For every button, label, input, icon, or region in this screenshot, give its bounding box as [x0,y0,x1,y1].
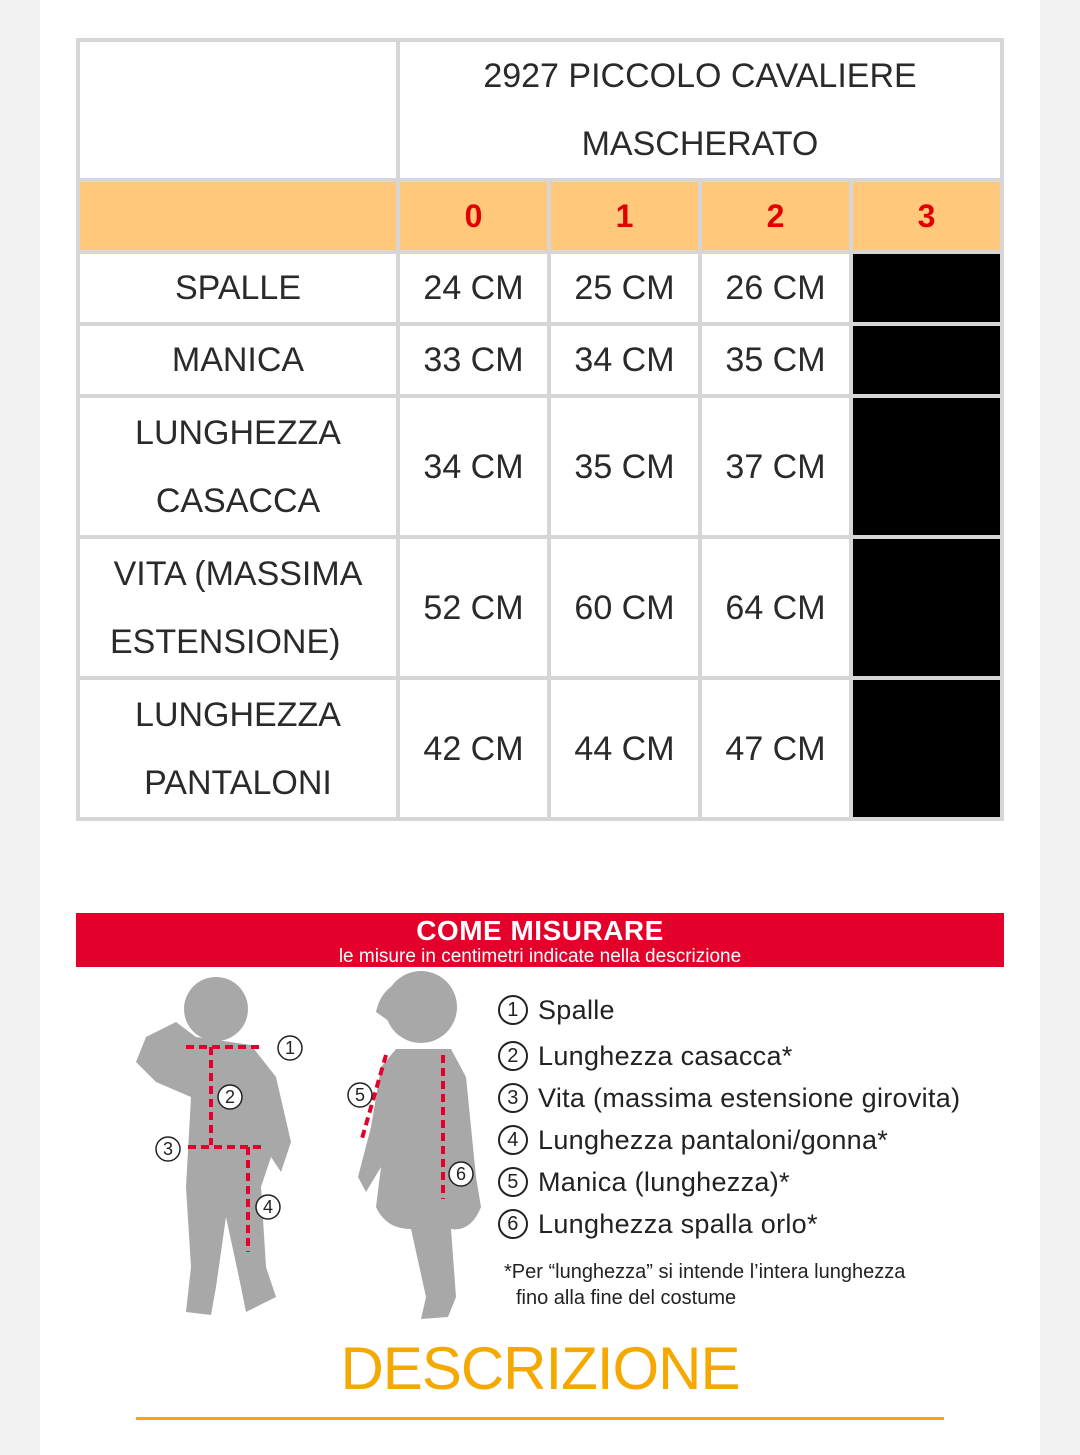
table-cell: 42 CM [398,678,549,819]
length-note [498,1259,1018,1311]
legend-number: 1 [498,995,528,1025]
table-cell: 33 CM [398,324,549,396]
legend-number: 5 [498,1167,528,1197]
legend-number: 6 [498,1209,528,1239]
table-corner-cell [78,40,398,180]
table-row [78,252,1002,324]
legend-text: Lunghezza spalla orlo* [538,1208,818,1239]
product-title-line2: MASCHERATO [581,125,819,163]
legend-text: Manica (lunghezza)* [538,1166,790,1197]
unavailable-cell [851,537,1002,678]
legend-number: 2 [498,1041,528,1071]
row-label: MANICA [78,324,398,396]
row-label [78,537,398,678]
table-cell: 52 CM [398,537,549,678]
table-cell: 60 CM [549,537,700,678]
row-label [78,678,398,819]
marker-1: 1 [284,1038,296,1058]
legend-text: Lunghezza casacca* [538,1040,793,1071]
girl-silhouette [358,971,481,1319]
legend-item [498,1119,1018,1161]
row-label [78,396,398,537]
size-header-2: 2 [700,180,851,252]
size-header-3: 3 [851,180,1002,252]
table-row [78,537,1002,678]
legend-number: 4 [498,1125,528,1155]
size-header-0: 0 [398,180,549,252]
unavailable-cell [851,678,1002,819]
table-cell: 47 CM [700,678,851,819]
legend-item [498,985,1018,1035]
length-note-line1: *Per “lunghezza” si intende l’intera lunghezza [504,1261,906,1283]
table-row [78,324,1002,396]
measure-subtitle: le misure in centimetri indicate nella descrizione [338,946,742,967]
measure-title: COME MISURARE [416,915,664,946]
product-title [398,40,1002,180]
legend-item [498,1035,1018,1077]
row-label-line1: LUNGHEZZA [135,695,341,734]
legend-text: Lunghezza pantaloni/gonna* [538,1124,889,1155]
table-cell: 37 CM [700,396,851,537]
legend-text: Spalle [538,994,615,1025]
table-cell: 26 CM [700,252,851,324]
row-label-line1: VITA (MASSIMA [113,554,363,593]
table-cell: 24 CM [398,252,549,324]
marker-5: 5 [354,1085,366,1105]
table-row [78,396,1002,537]
measure-figures [76,967,506,1327]
row-label-line1: LUNGHEZZA [135,413,341,452]
legend-item [498,1161,1018,1203]
table-cell: 25 CM [549,252,700,324]
table-cell: 64 CM [700,537,851,678]
product-title-line1: 2927 PICCOLO CAVALIERE [483,57,917,95]
marker-4: 4 [262,1197,274,1217]
table-title-row [78,40,1002,180]
table-cell: 34 CM [398,396,549,537]
marker-3: 3 [162,1139,174,1159]
measure-banner [76,913,1004,967]
row-label-line2: ESTENSIONE) [110,622,341,661]
unavailable-cell [851,252,1002,324]
measure-legend [498,985,1018,1311]
legend-item [498,1203,1018,1245]
size-table [76,38,1004,821]
unavailable-cell [851,324,1002,396]
description-divider [136,1417,944,1420]
table-cell: 34 CM [549,324,700,396]
page-content [40,0,1040,1455]
unavailable-cell [851,396,1002,537]
legend-text: Vita (massima estensione girovita) [538,1082,961,1113]
marker-2: 2 [224,1087,236,1107]
row-label-line2: CASACCA [155,481,321,520]
table-cell: 44 CM [549,678,700,819]
size-header-row [78,180,1002,252]
legend-number: 3 [498,1083,528,1113]
marker-6: 6 [455,1164,467,1184]
row-label-line2: PANTALONI [144,763,332,802]
table-cell: 35 CM [700,324,851,396]
legend-item [498,1077,1018,1119]
description-heading: DESCRIZIONE [340,1335,740,1402]
row-label: SPALLE [78,252,398,324]
length-note-line2: fino alla fine del costume [516,1287,737,1309]
table-row [78,678,1002,819]
size-header-1: 1 [549,180,700,252]
size-header-blank [78,180,398,252]
child-figures-illustration [76,967,506,1327]
table-cell: 35 CM [549,396,700,537]
